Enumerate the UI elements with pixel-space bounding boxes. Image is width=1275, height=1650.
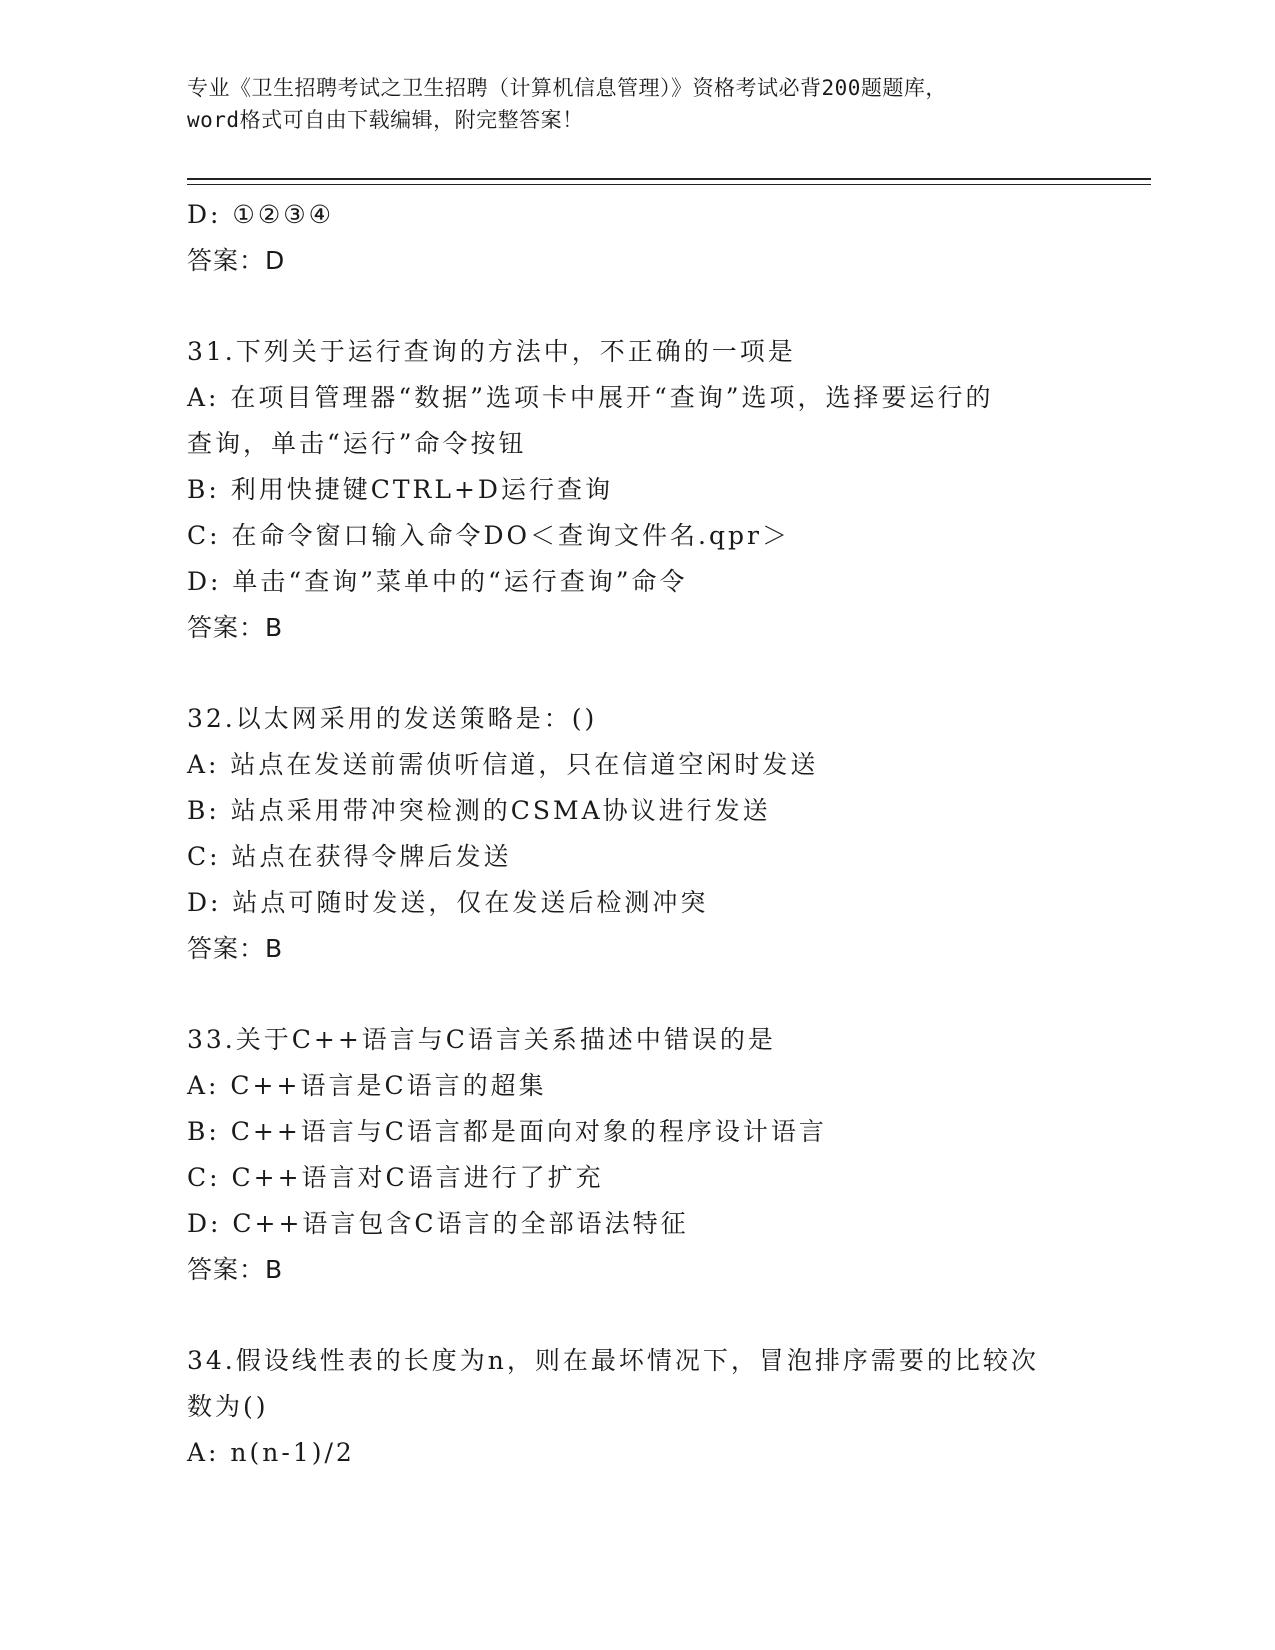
question-block-31 xyxy=(187,329,1087,651)
header-line-1: 专业《卫生招聘考试之卫生招聘（计算机信息管理）》资格考试必背200题题库， xyxy=(187,76,947,100)
option-b: B: 站点采用带冲突检测的CSMA协议进行发送 xyxy=(187,796,771,825)
option-a-continued: 查询，单击“运行”命令按钮 xyxy=(187,429,527,458)
question-text: 32.以太网采用的发送策略是：() xyxy=(187,704,598,733)
spacer xyxy=(187,284,1087,329)
option-d: D: ①②③④ xyxy=(187,200,335,229)
option-c: C: 站点在获得令牌后发送 xyxy=(187,842,512,871)
option-a: A: n(n-1)/2 xyxy=(187,1438,355,1467)
option-b: B: C++语言与C语言都是面向对象的程序设计语言 xyxy=(187,1117,827,1146)
option-c: C: 在命令窗口输入命令DO＜查询文件名.qpr＞ xyxy=(187,521,790,550)
question-block-30-tail xyxy=(187,192,1087,284)
option-d: D: 单击“查询”菜单中的“运行查询”命令 xyxy=(187,567,688,596)
option-a: A: C++语言是C语言的超集 xyxy=(187,1071,547,1100)
document-header xyxy=(187,72,1087,136)
question-text: 31.下列关于运行查询的方法中，不正确的一项是 xyxy=(187,337,796,366)
option-c: C: C++语言对C语言进行了扩充 xyxy=(187,1163,604,1192)
question-text: 34.假设线性表的长度为n，则在最坏情况下，冒泡排序需要的比较次 xyxy=(187,1346,1039,1375)
spacer xyxy=(187,972,1087,1017)
option-d: D: 站点可随时发送，仅在发送后检测冲突 xyxy=(187,888,709,917)
option-a: A: 在项目管理器“数据”选项卡中展开“查询”选项，选择要运行的 xyxy=(187,383,994,412)
question-block-33 xyxy=(187,1017,1087,1293)
answer-line: 答案：D xyxy=(187,246,286,275)
header-line-2: word格式可自由下载编辑，附完整答案！ xyxy=(187,108,584,132)
option-d: D: C++语言包含C语言的全部语法特征 xyxy=(187,1209,689,1238)
spacer xyxy=(187,651,1087,696)
answer-line: 答案：B xyxy=(187,613,284,642)
answer-line: 答案：B xyxy=(187,1255,284,1284)
option-b: B: 利用快捷键CTRL+D运行查询 xyxy=(187,475,613,504)
question-text-continued: 数为() xyxy=(187,1392,269,1421)
answer-line: 答案：B xyxy=(187,934,284,963)
header-rule-thin xyxy=(187,184,1151,185)
question-block-34 xyxy=(187,1338,1087,1476)
option-a: A: 站点在发送前需侦听信道，只在信道空闲时发送 xyxy=(187,750,819,779)
question-block-32 xyxy=(187,696,1087,972)
header-rule-thick xyxy=(187,178,1151,180)
question-text: 33.关于C++语言与C语言关系描述中错误的是 xyxy=(187,1025,776,1054)
question-list xyxy=(187,192,1087,1476)
spacer xyxy=(187,1293,1087,1338)
